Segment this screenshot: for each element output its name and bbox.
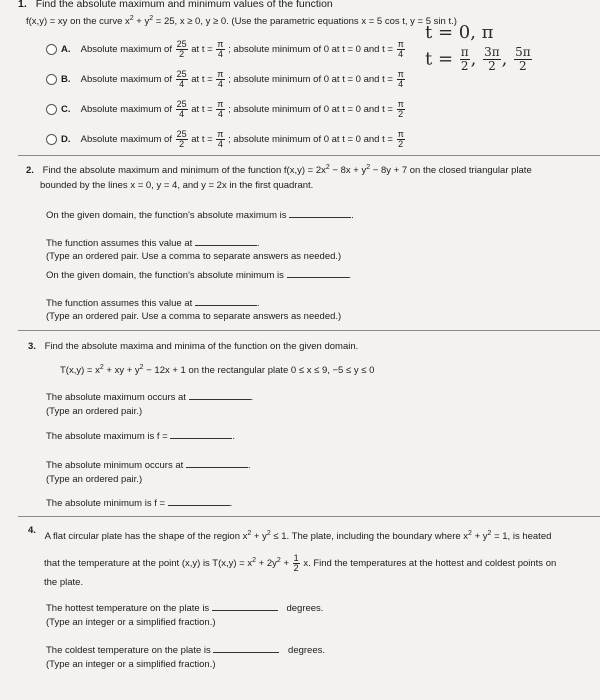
period: . [232,431,235,442]
q2-min-label: On the given domain, the function's absolute minimum is [46,270,284,281]
q4-cold-input[interactable] [213,652,279,653]
q2-max-at-label: The function assumes this value at [46,238,193,249]
frac-num: π [217,69,224,79]
period: . [250,392,254,403]
q4-stem-line3: the plate. [44,577,84,588]
q3-max-occurs-row [46,392,253,403]
q3-text: + xy + y [106,365,140,377]
option-letter: D. [61,134,71,146]
q1-option-c[interactable] [46,100,406,119]
q4-hot-row [46,603,323,614]
handwritten-note-t-fractions: t = $\frac{\pi}{2}$ , $\frac{3\pi}{2}$ , $\frac{5\pi}{2}$ [425,45,531,73]
frac-num: π [397,129,404,139]
q4-text: = 1, is heated [494,531,552,543]
option-text: ; absolute minimum of 0 at t = 0 and t = [228,44,393,56]
frac-num: π [217,99,224,109]
q2-max-row [46,210,354,221]
q3-min-is-row [46,498,232,509]
handwritten-note-t-values: t = 0, π [425,22,494,43]
q3-function [60,364,374,376]
sup: 2 [366,164,371,171]
option-text: Absolute maximum of [80,74,172,86]
sup: 2 [325,164,330,171]
q3-min-occurs-row [46,460,251,471]
option-text: ; absolute minimum of 0 at t = 0 and t = [228,134,393,146]
q4-text: A flat circular plate has the shape of the region x [44,531,248,543]
q2-max-at-row [46,238,260,249]
q2-min-hint: (Type an ordered pair. Use a comma to separate answers as needed.) [46,311,342,322]
fraction [216,130,224,149]
period: . [351,210,354,221]
sup: 2 [487,530,492,537]
q1-stem [26,15,457,27]
q2-min-at-label: The function assumes this value at [46,298,193,309]
q3-number: 3. [28,341,36,352]
q3-max-hint: (Type an ordered pair.) [46,406,143,417]
q2-min-row [46,270,351,281]
fraction [216,100,224,119]
q2-min-at-input[interactable] [195,305,257,306]
q3-text: − 12x + 1 on the rectangular plate 0 ≤ x ≤ 9, −5 ≤ y ≤ 0 [146,365,375,377]
divider [18,516,600,517]
q4-text: + y [474,531,488,543]
q2-text: − 8x + y [332,165,367,177]
q2-number: 2. [26,165,34,177]
frac-num: 25 [176,69,187,79]
q3-text: T(x,y) = x [60,365,100,377]
q3-min-is-label: The absolute minimum is f = [46,498,166,509]
q1-stem-fn: f(x,y) = xy on the curve x [26,16,130,28]
frac-num: π [397,39,404,49]
sup: 2 [276,556,281,564]
q2-min-at-row [46,298,260,309]
fraction [176,130,188,149]
frac-den: 4 [398,49,404,59]
option-letter: B. [61,74,71,86]
period: . [256,298,260,309]
option-text: at t = [191,104,213,116]
q3-max-occurs-label: The absolute maximum occurs at [46,392,186,403]
fraction [293,554,300,573]
option-text: at t = [191,74,213,86]
option-letter: C. [61,104,71,116]
hand-fraction [460,46,470,73]
radio-button[interactable] [46,44,57,55]
sup: 2 [99,364,104,371]
fraction [176,70,188,89]
fraction [397,100,405,119]
hand-fraction [483,46,501,73]
sup: 2 [139,364,144,371]
q2-max-input[interactable] [289,217,351,218]
frac-num: π [460,45,469,59]
q1-stem-rest2: = 25, x ≥ 0, y ≥ 0. (Use the parametric equations x = 5 cos t, y = 5 sin t.) [155,16,457,28]
frac-den: 2 [519,59,527,73]
hand-fraction [514,46,532,73]
frac-num: 5π [515,45,531,59]
frac-num: π [217,129,224,139]
frac-den: 4 [217,139,223,149]
q4-hot-unit: degrees. [286,603,324,614]
frac-num: 1 [293,553,299,563]
period: . [247,460,251,471]
q4-cold-row [46,645,325,656]
period: . [348,270,352,281]
frac-den: 4 [179,109,185,119]
frac-den: 2 [488,59,496,73]
frac-den: 2 [398,109,404,119]
frac-num: π [397,99,404,109]
q4-stem-line2 [44,554,556,573]
fraction [216,70,224,89]
q4-hot-hint: (Type an integer or a simplified fraction.) [46,617,216,628]
q4-number: 4. [28,525,36,537]
sup: 2 [252,556,257,564]
sup: 2 [247,530,252,537]
frac-den: 2 [179,49,185,59]
q3-max-is-label: The absolute maximum is f = [46,431,168,442]
radio-button[interactable] [46,74,57,85]
period: . [229,498,233,509]
frac-den: 4 [179,79,185,89]
option-text: Absolute maximum of [80,134,172,146]
q4-cold-label: The coldest temperature on the plate is [46,645,211,656]
q1-header-text: Find the absolute maximum and minimum values of the function [35,0,333,10]
q3-min-occurs-input[interactable] [186,467,248,468]
q1-stem-rest: + y [136,16,150,28]
q1-header [18,0,333,10]
frac-num: 3π [484,45,500,59]
q2-stem-line1 [26,164,532,176]
option-text: at t = [191,134,213,146]
frac-den: 2 [398,139,404,149]
frac-den: 2 [460,59,469,73]
frac-den: 2 [179,139,185,149]
frac-num: 25 [176,39,187,49]
frac-num: 25 [176,99,187,109]
q4-text: ≤ 1. The plate, including the boundary where x [273,531,469,543]
frac-den: 4 [398,79,404,89]
option-letter: A. [61,44,71,56]
frac-num: π [217,39,224,49]
radio-button[interactable] [46,104,57,115]
q2-stem-line2: bounded by the lines x = 0, y = 4, and y = 2x in the first quadrant. [40,180,314,191]
frac-den: 4 [217,109,223,119]
divider [18,330,600,331]
q1-number: 1. [18,0,27,10]
fraction [397,40,405,59]
fraction [216,40,224,59]
q3-min-is-input[interactable] [168,505,230,506]
q3-max-is-row [46,431,235,442]
q4-text: that the temperature at the point (x,y) is T(x,y) = x [44,558,253,570]
q2-text: Find the absolute maximum and minimum of the function f(x,y) = 2x [42,165,326,177]
q3-min-occurs-label: The absolute minimum occurs at [46,460,184,471]
q2-max-hint: (Type an ordered pair. Use a comma to separate answers as needed.) [46,251,342,262]
q4-stem-line1 [28,525,552,543]
frac-den: 2 [293,563,299,573]
q3-max-is-input[interactable] [170,438,232,439]
frac-num: π [397,69,404,79]
hand-prefix: t = [425,48,454,70]
frac-den: 4 [217,79,223,89]
option-text: Absolute maximum of [80,104,172,116]
q1-option-d[interactable] [46,130,406,149]
sup: 2 [149,15,154,22]
radio-button[interactable] [46,134,57,145]
option-text: Absolute maximum of [80,44,172,56]
sup: 2 [266,530,271,537]
q3-stem-line1 [28,341,358,352]
q4-cold-unit: degrees. [288,645,326,656]
q3-min-hint: (Type an ordered pair.) [46,474,143,485]
sup: 2 [468,530,472,537]
option-text: ; absolute minimum of 0 at t = 0 and t = [228,74,393,86]
q4-hot-input[interactable] [212,610,278,611]
q4-text: + [283,558,290,570]
q2-max-label: On the given domain, the function's absolute maximum is [46,210,287,221]
divider [18,155,600,156]
q4-text: x. Find the temperatures at the hottest and coldest points on [303,558,557,570]
q2-text: − 8y + 7 on the closed triangular plate [372,165,532,177]
q2-min-input[interactable] [287,277,349,278]
fraction [176,100,188,119]
option-text: ; absolute minimum of 0 at t = 0 and t = [228,104,393,116]
q2-max-at-input[interactable] [195,245,257,246]
q4-text: + y [253,531,267,543]
option-text: at t = [191,44,213,56]
fraction [397,130,405,149]
q4-text: + 2y [258,558,277,570]
q4-hot-label: The hottest temperature on the plate is [46,603,210,614]
frac-num: 25 [176,129,187,139]
period: . [256,238,260,249]
q4-cold-hint: (Type an integer or a simplified fraction.) [46,659,216,670]
fraction [176,40,188,59]
frac-den: 4 [217,49,223,59]
sup: 2 [129,15,134,22]
q1-option-b[interactable] [46,70,406,89]
fraction [397,70,405,89]
q3-text: Find the absolute maxima and minima of the function on the given domain. [44,341,359,352]
q3-max-occurs-input[interactable] [189,399,251,400]
q1-option-a[interactable] [46,40,406,59]
